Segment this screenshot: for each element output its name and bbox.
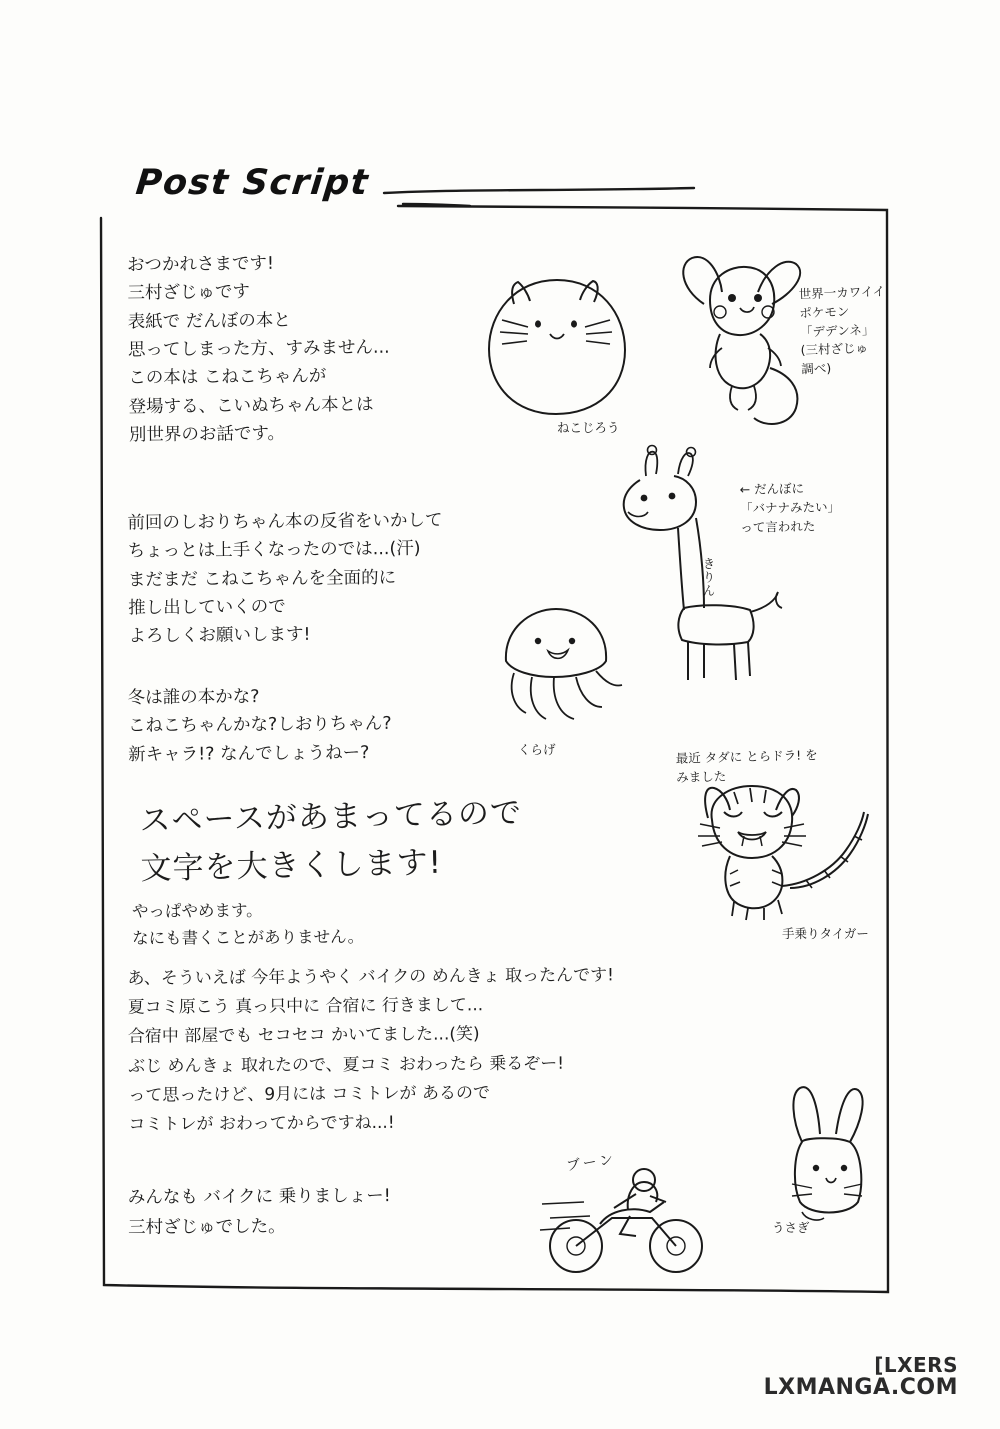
caption-usagi: うさぎ — [772, 1220, 810, 1235]
text-block-closing: みんなも バイクに 乗りましょー! 三村ざじゅでした。 — [127, 1186, 391, 1239]
annotation-danbo: ← だんぼに 「バナナみたい」 って言われた — [739, 480, 841, 535]
watermark-line-1: [LXERS — [874, 1352, 958, 1377]
round-cat-doodle — [482, 272, 632, 422]
caption-tiger: 手乗りタイガー — [782, 926, 869, 941]
motorbike-doodle — [540, 1168, 720, 1278]
caption-kirin: きりん — [701, 557, 716, 598]
dedenne-doodle — [662, 248, 822, 448]
text-block-bike-license: あ、そういえば 今年ようやく バイクの めんきょ 取ったんです! 夏コミ原こう 真っ只中に 合宿に 行きまして... 合宿中 部屋でも セコセコ かいてました...(笑) ぶじ めんきょ 取れたので、夏コミ おわったら 乗るぞー! って思ったけど、9月には コミトレが あるので コミトレが おわってからですね...! — [127, 965, 614, 1135]
tiger-doodle — [672, 770, 882, 930]
watermark-line-2: LXMANGA.COM — [763, 1375, 958, 1401]
text-block-nevermind: やっぱやめます。 なにも書くことがありません。 — [131, 900, 365, 948]
text-block-intro: おつかれさまです! 三村ざじゅです 表紙で だんぼの本と 思ってしまった方、すみません... この本は こねこちゃんが 登場する、こいぬちゃん本とは 別世界のお話です。 — [127, 253, 390, 446]
annotation-dedenne: 世界一カワイイ ポケモン 「デデンネ」 (三村ざじゅ 調べ) — [798, 283, 886, 377]
rabbit-doodle — [762, 1080, 892, 1230]
annotation-toradora: 最近 タダに とらドラ! を みました — [675, 747, 818, 785]
caption-nekojirou: ねこじろう — [557, 420, 620, 435]
jellyfish-doodle — [490, 595, 630, 735]
page-title: Post Script — [133, 163, 372, 203]
text-block-next-book: 冬は誰の本かな? こねこちゃんかな?しおりちゃん? 新キャラ!? なんでしょうねー? — [127, 687, 392, 765]
text-block-large: スペースがあまってるので 文字を大きくします! — [139, 795, 523, 888]
text-block-reflection: 前回のしおりちゃん本の反省をいかして ちょっとは上手くなったのでは...(汗) まだまだ こねこちゃんを全面的に 推し出していくので よろしくお願いします! — [127, 510, 443, 647]
caption-kurage: くらげ — [518, 742, 556, 757]
caption-bike-sfx: ブーン — [565, 1151, 618, 1175]
watermark — [764, 1354, 958, 1401]
title-underline — [382, 185, 702, 199]
